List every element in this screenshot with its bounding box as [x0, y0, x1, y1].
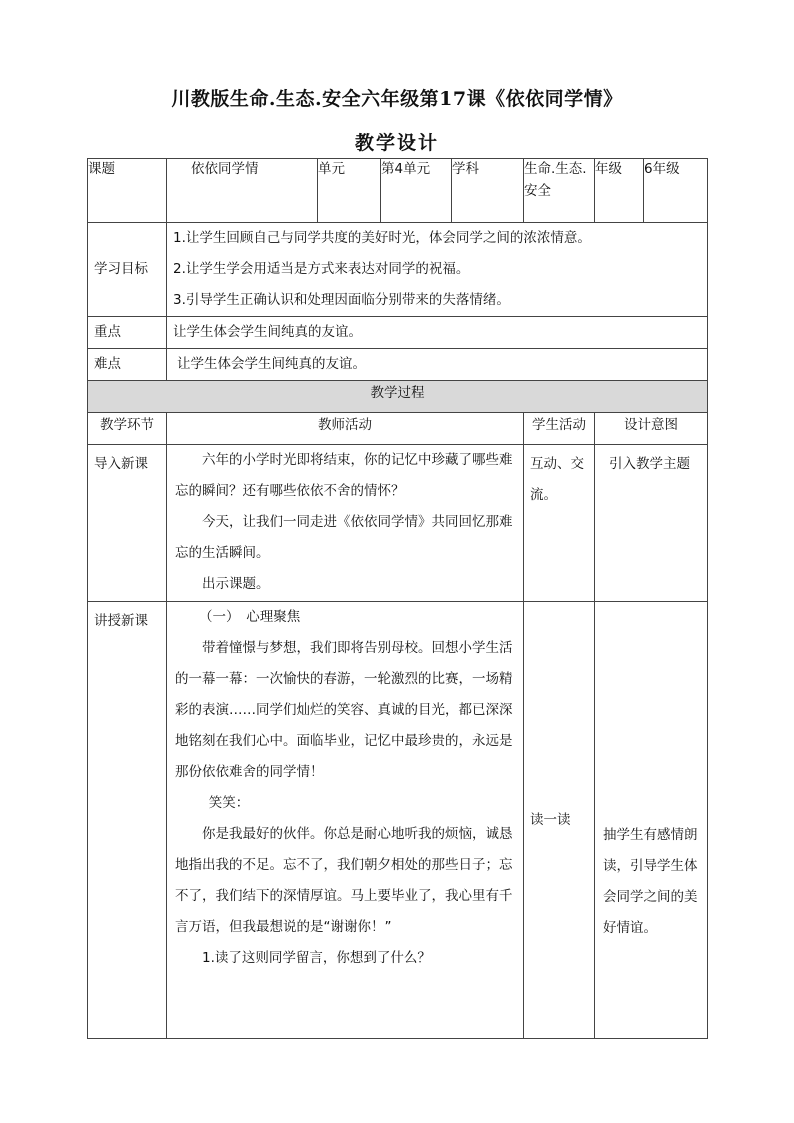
process-header-row: [88, 413, 708, 445]
goal-item: 3.引导学生正确认识和处理因面临分别带来的失落情绪。: [173, 292, 510, 308]
process-banner: 教学过程: [88, 381, 708, 413]
header-stage: 教学环节: [88, 413, 167, 445]
header-student: 学生活动: [524, 413, 595, 445]
document-subtitle: 教学设计: [354, 132, 439, 154]
subject-label: 学科: [452, 159, 524, 223]
question-item: 1.读了这则同学留言，你想到了什么？: [202, 950, 431, 966]
goals-row: [88, 223, 708, 317]
teacher-paragraph: 今天，让我们一同走进《依依同学情》共同回忆那难忘的生活瞬间。: [175, 514, 513, 561]
speaker-name: 笑笑：: [208, 795, 250, 811]
topic-label: 课题: [88, 159, 167, 223]
teacher-paragraph: 出示课题。: [202, 576, 270, 592]
stage-cell: 讲授新课: [88, 602, 167, 1039]
difficulty-label: 难点: [88, 349, 167, 381]
lesson-plan-table: [87, 158, 708, 1039]
teacher-paragraph: 六年的小学时光即将结束，你的记忆中珍藏了哪些难忘的瞬间？还有哪些依依不舍的情怀？: [175, 452, 513, 499]
goal-item: 1.让学生回顾自己与同学共度的美好时光，体会同学之间的浓浓情意。: [173, 230, 591, 246]
grade-value: 6年级: [644, 159, 708, 223]
goals-list: [167, 223, 708, 317]
intent-cell: 抽学生有感情朗读，引导学生体会同学之间的美好情谊。: [595, 602, 708, 1039]
unit-value: 第4单元: [381, 159, 452, 223]
teacher-paragraph: 带着憧憬与梦想，我们即将告别母校。回想小学生活的一幕一幕：一次愉快的春游，一轮激烈的比赛，一场精彩的表演……同学们灿烂的笑容、真诚的目光，都已深深地铭刻在我们心中。面临毕业，记忆中最珍贵的，永远是那份依依难舍的同学情！: [175, 640, 513, 780]
teacher-cell: [167, 602, 524, 1039]
topic-value: 依依同学情: [167, 159, 318, 223]
process-banner-row: [88, 381, 708, 413]
goal-item: 2.让学生学会用适当是方式来表达对同学的祝福。: [173, 261, 470, 277]
teacher-paragraph: 你是我最好的伙伴。你总是耐心地听我的烦恼，诚恳地指出我的不足。忘不了，我们朝夕相处的那些日子；忘不了，我们结下的深情厚谊。马上要毕业了，我心里有千言万语，但我最想说的是“谢谢你！”: [175, 826, 513, 935]
intent-cell: 引入教学主题: [595, 445, 708, 602]
process-row-new-lesson: [88, 602, 708, 1039]
teacher-cell: [167, 445, 524, 602]
stage-cell: 导入新课: [88, 445, 167, 602]
header-intent: 设计意图: [595, 413, 708, 445]
key-point-row: [88, 317, 708, 349]
key-point-value: 让学生体会学生间纯真的友谊。: [167, 317, 708, 349]
section-heading: （一） 心理聚焦: [199, 609, 301, 625]
unit-label: 单元: [318, 159, 381, 223]
goals-label: 学习目标: [88, 223, 167, 317]
process-row-intro: [88, 445, 708, 602]
difficulty-value: 让学生体会学生间纯真的友谊。: [167, 349, 708, 381]
student-cell: 互动、交流。: [524, 445, 595, 602]
subject-value: 生命.生态.安全: [524, 159, 595, 223]
header-teacher: 教师活动: [167, 413, 524, 445]
document-title: 川教版生命.生态.安全六年级第17课《依依同学情》: [171, 88, 623, 110]
key-point-label: 重点: [88, 317, 167, 349]
student-cell: 读一读: [524, 602, 595, 1039]
grade-label: 年级: [595, 159, 644, 223]
difficulty-row: [88, 349, 708, 381]
info-row: [88, 159, 708, 223]
